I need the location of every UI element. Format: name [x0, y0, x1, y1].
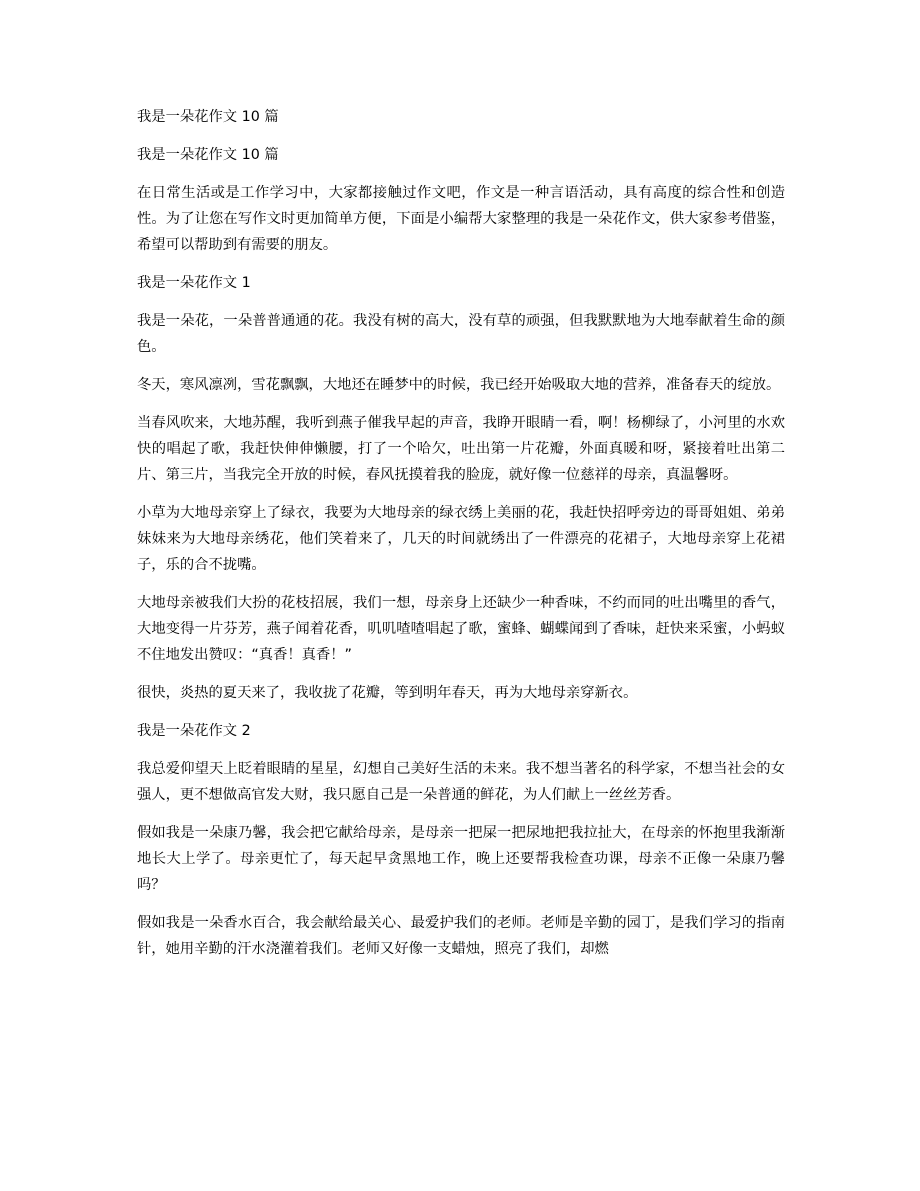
- section-heading-1: 我是一朵花作文 1: [137, 275, 251, 291]
- paragraph: 小草为大地母亲穿上了绿衣，我要为大地母亲的绿衣绣上美丽的花，我赶快招呼旁边的哥哥姐姐、弟弟妹妹来为大地母亲绣花，他们笑着来了，几天的时间就绣出了一件漂亮的花裙子，大地母亲穿上花裙子，乐的合不拢嘴。: [137, 505, 785, 573]
- document-subtitle: 我是一朵花作文 10 篇: [137, 147, 279, 163]
- paragraph: 我是一朵花，一朵普普通通的花。我没有树的高大，没有草的顽强，但我默默地为大地奉献着生命的颜色。: [137, 313, 785, 355]
- paragraph: 大地母亲被我们大扮的花枝招展，我们一想，母亲身上还缺少一种香味，不约而同的吐出嘴里的香气，大地变得一片芬芳，燕子闻着花香，叽叽喳喳唱起了歌，蜜蜂、蝴蝶闻到了香味，赶快来采蜜，小蚂蚁不住地发出赞叹：“真香！真香！”: [137, 595, 785, 663]
- paragraph: 冬天，寒风凛冽，雪花飘飘，大地还在睡梦中的时候，我已经开始吸取大地的营养，准备春天的绽放。: [137, 377, 781, 393]
- document-title: 我是一朵花作文 10 篇: [137, 109, 279, 125]
- intro-paragraph: 在日常生活或是工作学习中，大家都接触过作文吧，作文是一种言语活动，具有高度的综合性和创造性。为了让您在写作文时更加简单方便，下面是小编帮大家整理的我是一朵花作文，供大家参考借鉴，希望可以帮助到有需要的朋友。: [137, 185, 785, 253]
- paragraph: 很快，炎热的夏天来了，我收拢了花瓣，等到明年春天，再为大地母亲穿新衣。: [137, 685, 638, 701]
- paragraph: 假如我是一朵香水百合，我会献给最关心、最爱护我们的老师。老师是辛勤的园丁，是我们学习的指南针，她用辛勤的汗水浇灌着我们。老师又好像一支蜡烛，照亮了我们，却燃: [137, 915, 785, 957]
- document-page: [137, 104, 785, 974]
- section-heading-2: 我是一朵花作文 2: [137, 723, 251, 739]
- paragraph: 我总爱仰望天上眨着眼睛的星星，幻想自己美好生活的未来。我不想当著名的科学家，不想当社会的女强人，更不想做高官发大财，我只愿自己是一朵普通的鲜花，为人们献上一丝丝芳香。: [137, 761, 785, 803]
- paragraph: 假如我是一朵康乃馨，我会把它献给母亲，是母亲一把屎一把尿地把我拉扯大，在母亲的怀抱里我渐渐地长大上学了。母亲更忙了，每天起早贪黑地工作，晚上还要帮我检查功课，母亲不正像一朵康乃馨吗？: [137, 825, 785, 893]
- paragraph: 当春风吹来，大地苏醒，我听到燕子催我早起的声音，我睁开眼睛一看，啊！杨柳绿了，小河里的水欢快的唱起了歌，我赶快伸伸懒腰，打了一个哈欠，吐出第一片花瓣，外面真暖和呀，紧接着吐出第二片、第三片，当我完全开放的时候，春风抚摸着我的脸庞，就好像一位慈祥的母亲，真温馨呀。: [137, 415, 785, 483]
